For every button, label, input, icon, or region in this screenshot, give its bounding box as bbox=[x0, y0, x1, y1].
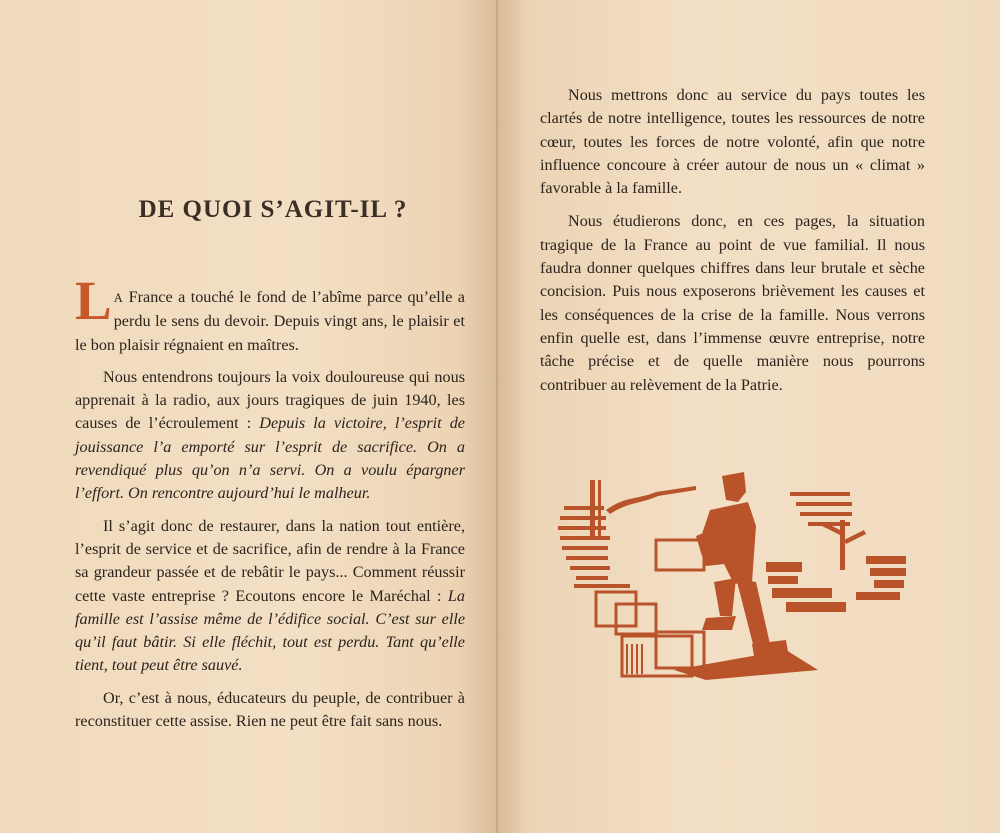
paragraph-2-text: Nous entendrons toujours la voix douloureuse qui nous apprenait à la radio, aux jours tragiques de juin 1940, les causes de l’écroulement : bbox=[75, 367, 465, 433]
marechal-quote-2: La famille est l’assise même de l’édifice social. C’est sur elle qu’il faut bâtir. Si elle fléchit, tout est perdu. Tant qu’elle tient, tout peut être sauvé. bbox=[75, 586, 465, 675]
right-page-text bbox=[540, 84, 925, 407]
block-hatch bbox=[626, 644, 643, 674]
paragraph-4: Or, c’est à nous, éducateurs du peuple, de contribuer à reconstituer cette assise. Rien ne peut être fait sans nous. bbox=[75, 688, 465, 731]
paragraph-3 bbox=[75, 515, 465, 678]
paragraph-6: Nous étudierons donc, en ces pages, la situation tragique de la France au point de vue familial. Il nous faudra donner quelques chiffres dans leur brutale et sèche concision. Puis nous exposerons brièvement les causes et les conséquences de la crise de la famille. Nous verrons enfin quelle est, dans l’immense œuvre entreprise, notre tâche précise et de quelle manière nous pourrons contribuer au relèvement de la Patrie. bbox=[540, 212, 925, 394]
brick-wall bbox=[766, 556, 906, 612]
marechal-quote-1: Depuis la victoire, l’esprit de jouissance l’a emporté sur l’esprit de sacrifice. On a revendiqué plus qu’on n’a servi. On a voulu épargner l’effort. On rencontre aujourd’hui le malheur. bbox=[75, 414, 465, 503]
paragraph-5: Nous mettrons donc au service du pays toutes les clartés de notre intelligence, toutes les ressources de notre cœur, toutes les forces de notre volonté, afin que notre influence concoure à créer autour de nous un « climat » favorable à la famille. bbox=[540, 86, 925, 198]
left-hatch-lines bbox=[558, 506, 610, 580]
paragraph-2 bbox=[75, 366, 465, 506]
left-page-text bbox=[75, 270, 465, 742]
drop-cap: L bbox=[75, 270, 112, 331]
page-title: DE QUOI S’AGIT-IL ? bbox=[138, 196, 408, 223]
paragraph-3-text: Il s’agit donc de restaurer, dans la nation tout entière, l’esprit de service et de sacrifice, afin de rendre à la France sa grandeur passée et de rebâtir le pays... Comment réussir cette vaste entreprise ? Ecoutons encore le Maréchal : bbox=[75, 516, 465, 605]
paragraph-1 bbox=[75, 270, 465, 357]
left-page bbox=[0, 0, 498, 833]
paragraph-1-text: France a touché le fond de l’abîme parce qu’elle a perdu le sens du devoir. Depuis vingt ans, le plaisir et le bon plaisir régnaient en maîtres. bbox=[75, 288, 465, 354]
small-caps-letter: A bbox=[113, 291, 124, 305]
worker-carrying-stone-woodcut-icon bbox=[556, 466, 910, 682]
